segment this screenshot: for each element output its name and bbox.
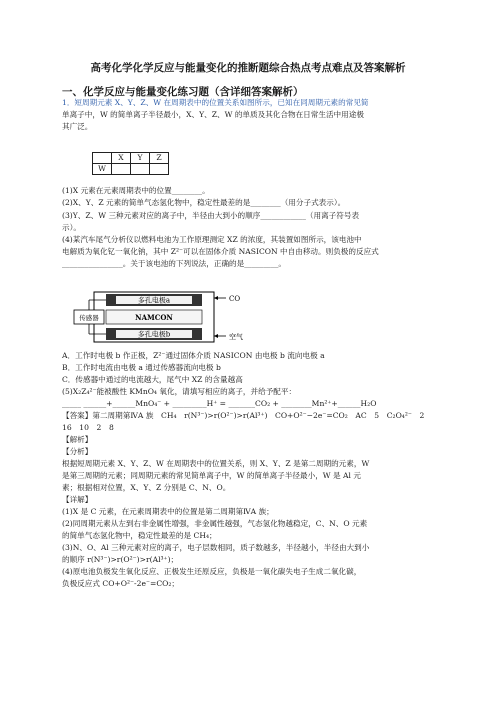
table-cell: Z: [150, 153, 169, 164]
detail-line: (1)X 是 C 元素，在元素周期表中的位置是第二周期第ⅣA 族；: [62, 507, 274, 516]
table-cell: W: [93, 164, 112, 175]
question-intro-line: 单离子中，W 的简单离子半径最小，X、Y、Z、W 的单质及其化合物在日常生活中用途极: [62, 110, 364, 119]
balance-blank-line: _____ ______+______MnO₄⁻ + _________H⁺ = _______CO₂ + ________Mn²⁺+______H₂O: [62, 399, 377, 408]
sub-question: 电解质为氧化钇一氧化钠，其中 Z²⁻可以在固体介质 NASICON 中自由移动。则负极的反应式: [62, 247, 379, 256]
gas-co-label: CO: [229, 295, 241, 303]
detail-line: (4)原电池负极发生氧化反应、正极发生还原反应，负极是一氧化碳失电子生成二氧化碳，: [62, 567, 362, 576]
fenxi-label: 【分析】: [62, 447, 93, 456]
periodic-position-table: [92, 152, 169, 175]
question-intro-line: 1．短周期元素 X、Y、Z、W 在周期表中的位置关系如图所示，已知在同周期元素的常见简: [62, 98, 369, 107]
analysis-line: 素；根据相对位置，X、Y、Z 分别是 C、N、O。: [62, 483, 231, 492]
table-cell: X: [112, 153, 131, 164]
question-intro-line: 其广泛。: [62, 122, 93, 131]
electrode-b-label: 多孔电极b: [137, 330, 171, 339]
jiexi-label: 【解析】: [62, 435, 93, 444]
table-cell: [93, 153, 112, 164]
gas-air-label: 空气: [229, 333, 243, 341]
table-cell: [131, 164, 150, 175]
xiangjie-label: 【详解】: [62, 495, 93, 504]
fuel-cell-diagram: [72, 290, 262, 344]
analysis-line: 是第三周期的元素；同周期元素的常见简单离子中，W 的简单离子半径最小，W 是 Al 元: [62, 471, 361, 480]
sub-question: (4)某汽车尾气分析仪以燃料电池为工作原理测定 XZ 的浓度，其装置如图所示，该电池中: [62, 235, 362, 244]
option-line: C．传感器中通过的电流越大，尾气中 XZ 的含量越高: [62, 375, 243, 384]
detail-line: 的简单气态氢化物中，稳定性最差的是 CH₄；: [62, 531, 217, 540]
sub-question: (1)X 元素在元素周期表中的位置________。: [62, 186, 210, 195]
sub-question: ________________。关于该电池的下列说法，正确的是_________。: [62, 259, 287, 268]
sensor-label: 传感器: [79, 314, 99, 322]
sub-question: (3)Y、Z、W 三种元素对应的离子中，半径由大到小的顺序____________（用离子符号表: [62, 211, 360, 220]
table-cell: [150, 164, 169, 175]
answer-line: 【答案】第二周期第ⅣA 族 CH₄ r(N³⁻)>r(O²⁻)>r(Al³⁺) CO+O²⁻−2e⁻=CO₂ AC 5 C₂O₄²⁻ 2: [62, 411, 425, 420]
option-line: A．工作时电极 b 作正极，Z²⁻通过固体介质 NASICON 由电极 b 流向电极 a: [62, 351, 325, 360]
section-heading: 一、化学反应与能量变化练习题（含详细答案解析）: [62, 86, 304, 98]
answer-line: 16 10 2 8: [62, 423, 114, 432]
detail-line: 的顺序 r(N³⁻)>r(O²⁻)>r(Al³⁺)；: [62, 555, 179, 564]
option-line: B．工作时电流由电极 a 通过传感器流向电极 b: [62, 363, 221, 372]
table-cell: Y: [131, 153, 150, 164]
detail-line: (3)N、O、Al 三种元素对应的离子，电子层数相同，质子数越多，半径越小，半径由大到小: [62, 543, 370, 552]
detail-line: 负极反应式 CO+O²⁻-2e⁻=CO₂；: [62, 579, 179, 588]
document-title: 高考化学化学反应与能量变化的推断题综合热点考点难点及答案解析: [90, 62, 406, 74]
table-cell: [112, 164, 131, 175]
electrode-a-label: 多孔电极a: [137, 296, 171, 305]
sub-question: (2)X、Y、Z 元素的简单气态氢化物中，稳定性最差的是________（用分子式表示）。: [62, 198, 346, 207]
sub-question: 示）。: [62, 223, 81, 232]
namcon-label: NAMCON: [135, 313, 173, 322]
detail-line: (2)同周期元素从左到右非金属性增强，非金属性越强，气态氢化物越稳定，C、N、O 元素: [62, 519, 368, 528]
analysis-line: 根据短周期元素 X、Y、Z、W 在周期表中的位置关系，则 X、Y、Z 是第二周期的元素，W: [62, 459, 370, 468]
option-line: (5)X₂Z₄²⁻能被酸性 KMnO₄ 氧化，请填写相应的离子，并给予配平：: [62, 387, 297, 396]
